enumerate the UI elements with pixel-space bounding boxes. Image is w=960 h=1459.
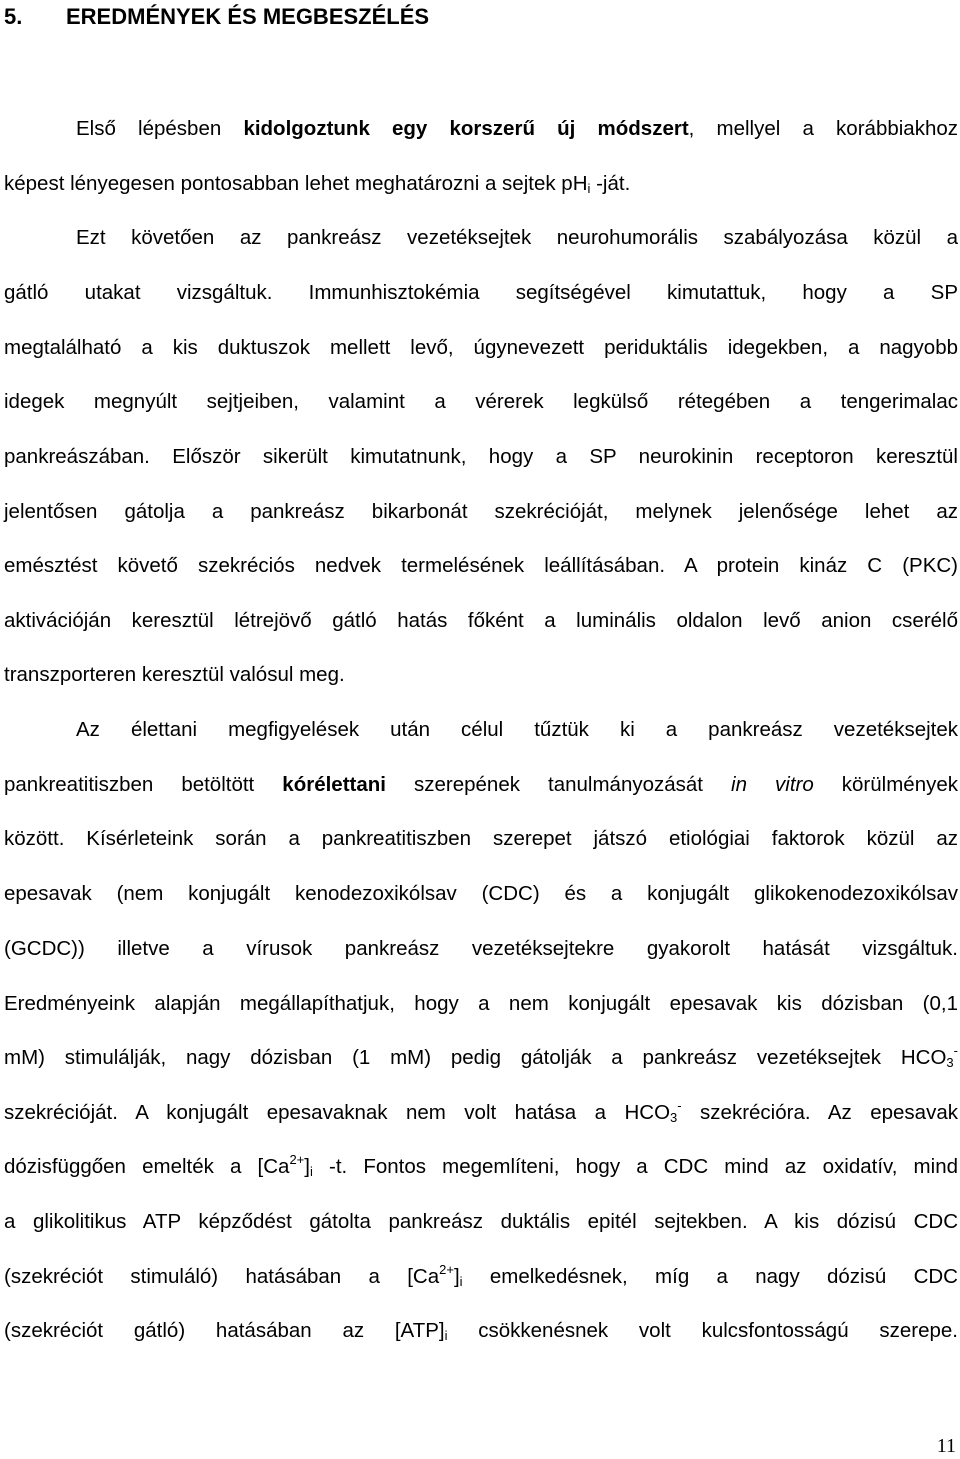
text-run: kidolgoztunk egy korszerű új módszert xyxy=(243,117,689,140)
text-run: i xyxy=(444,1328,448,1343)
text-run: kórélettani xyxy=(282,773,386,796)
text-run: szekrécióját. A konjugált epesavaknak nem volt hatása a HCO xyxy=(4,1101,671,1124)
text-run: Az élettani megfigyelések után célul tűztük ki a pankreász vezetéksejtek xyxy=(76,718,958,741)
text-line xyxy=(4,934,958,964)
text-run: - xyxy=(953,1043,958,1058)
text-run: i xyxy=(587,181,591,196)
text-run: i xyxy=(309,1164,313,1179)
text-run: csökkenésnek volt kulcsfontosságú szerepe. xyxy=(447,1319,958,1342)
text-run: 2+ xyxy=(439,1262,454,1277)
text-run: mM) stimulálják, nagy dózisban (1 mM) pedig gátolják a pankreász vezetéksejtek HCO xyxy=(4,1046,947,1069)
text-run: 3 xyxy=(670,1110,678,1125)
text-line xyxy=(76,114,958,144)
page-number: 11 xyxy=(936,1435,956,1457)
text-run: -t. Fontos megemlíteni, hogy a CDC mind az oxidatív, mind xyxy=(312,1155,958,1178)
text-run: dózisfüggően emelték a [Ca xyxy=(4,1155,290,1178)
text-line xyxy=(4,989,958,1019)
text-run: emésztést követő szekréciós nedvek termelésének leállításában. A protein kináz C (PKC) xyxy=(4,554,958,577)
text-run: pankreatitiszben betöltött xyxy=(4,773,283,796)
section-number: 5. xyxy=(4,4,23,29)
text-line xyxy=(4,387,958,417)
text-run: megtalálható a kis duktuszok mellett levő, úgynevezett periduktális idegekben, a nagyobb xyxy=(4,336,958,359)
text-line xyxy=(4,497,958,527)
text-run: -ját. xyxy=(590,172,631,195)
text-line xyxy=(4,660,958,690)
text-run: (szekréciót gátló) hatásában az [ATP] xyxy=(4,1319,445,1342)
text-run: képest lényegesen pontosabban lehet meghatározni a sejtek pH xyxy=(4,172,588,195)
text-run: emelkedésnek, míg a nagy dózisú CDC xyxy=(462,1265,958,1288)
section-title: EREDMÉNYEK ÉS MEGBESZÉLÉS xyxy=(66,4,430,29)
text-line xyxy=(4,1043,958,1073)
text-run: jelentősen gátolja a pankreász bikarbonát szekrécióját, melynek jelenősége lehet az xyxy=(4,500,958,523)
text-line xyxy=(4,879,958,909)
text-line xyxy=(4,333,958,363)
text-line xyxy=(4,551,958,581)
text-line xyxy=(4,442,958,472)
text-run: ] xyxy=(304,1155,310,1178)
text-run: szekrécióra. Az epesavak xyxy=(681,1101,958,1124)
text-line xyxy=(4,169,958,199)
text-run: a glikolitikus ATP képződést gátolta pankreász duktális epitél sejtekben. A kis dózisú CDC xyxy=(4,1210,958,1233)
text-line xyxy=(4,1316,958,1346)
text-line xyxy=(4,1098,958,1128)
text-run: pankreászában. Először sikerült kimutatnunk, hogy a SP neurokinin receptoron keresztül xyxy=(4,445,958,468)
text-run: transzporteren keresztül valósul meg. xyxy=(4,663,345,686)
text-run: között. Kísérleteink során a pankreatitiszben szerepet játszó etiológiai faktorok közül az xyxy=(4,827,958,850)
text-run: (GCDC)) illetve a vírusok pankreász vezetéksejtekre gyakorolt hatását vizsgáltuk. xyxy=(4,937,958,960)
text-run: epesavak (nem konjugált kenodezoxikólsav (CDC) és a konjugált glikokenodezoxikólsav xyxy=(4,882,958,905)
text-line xyxy=(76,715,958,745)
text-run: idegek megnyúlt sejtjeiben, valamint a vérerek legkülső rétegében a tengerimalac xyxy=(4,390,958,413)
text-run: Eredményeink alapján megállapíthatjuk, hogy a nem konjugált epesavak kis dózisban (0,1 xyxy=(4,992,958,1015)
text-run: gátló utakat vizsgáltuk. Immunhisztokémia segítségével kimutattuk, hogy a SP xyxy=(4,281,958,304)
text-run: ] xyxy=(453,1265,460,1288)
text-run: 3 xyxy=(946,1055,954,1070)
section-heading xyxy=(4,2,429,32)
text-run: i xyxy=(459,1274,463,1289)
text-run: Ezt követően az pankreász vezetéksejtek neurohumorális szabályozása közül a xyxy=(76,226,958,249)
text-line xyxy=(4,1262,958,1292)
text-line xyxy=(76,223,958,253)
text-run: (szekréciót stimuláló) hatásában a [Ca xyxy=(4,1265,440,1288)
text-run: - xyxy=(677,1098,682,1113)
text-line xyxy=(4,770,958,800)
text-run: Első lépésben xyxy=(76,117,244,140)
text-line xyxy=(4,278,958,308)
text-run: , mellyel a korábbiakhoz xyxy=(688,117,958,140)
text-run: aktivációján keresztül létrejövő gátló hatás főként a luminális oldalon levő anion cserélő xyxy=(4,609,958,632)
text-line xyxy=(4,606,958,636)
text-run: in vitro xyxy=(731,773,814,796)
text-run: szerepének tanulmányozását xyxy=(385,773,732,796)
text-run: 2+ xyxy=(289,1152,305,1167)
text-line xyxy=(4,1152,958,1182)
text-line xyxy=(4,1207,958,1237)
text-run: körülmények xyxy=(813,773,958,796)
text-line xyxy=(4,824,958,854)
